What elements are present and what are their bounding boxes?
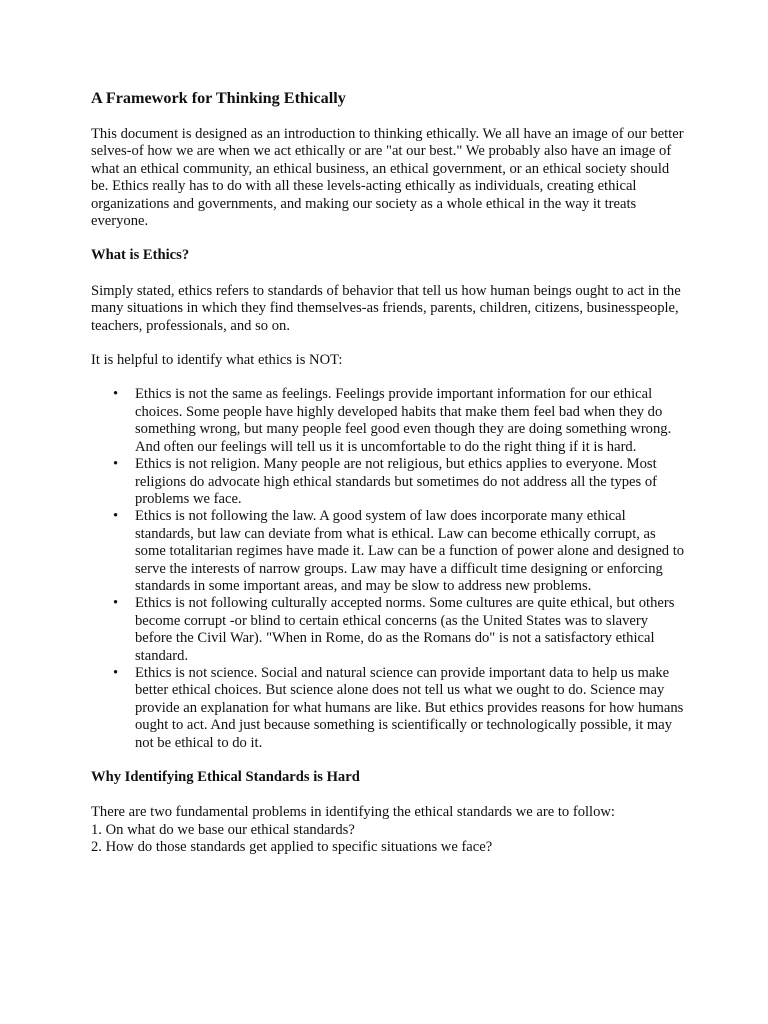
numbered-item: 1. On what do we base our ethical standards? (91, 821, 355, 838)
bullet-icon: • (113, 386, 119, 403)
list-item-text: Ethics is not following the law. A good system of law does incorporate many ethical standards, but law can deviate from what is ethical. Law can become ethically corrupt, as some totalitarian regimes have made it. Law can be a function of power alone and designed to serve the interests of narrow groups. Law may have a difficult time designing or enforcing standards in some important areas, and may be slow to address new problems. (135, 508, 685, 594)
list-item-text: Ethics is not religion. Many people are not religious, but ethics applies to everyone. Most religions do advocate high ethical standards but sometimes do not address all the types of problems we face. (135, 456, 658, 507)
list-item (91, 595, 686, 665)
numbered-item: 2. How do those standards get applied to specific situations we face? (91, 839, 493, 856)
problems-block (91, 804, 686, 856)
document-page (91, 88, 686, 857)
list-item-text: Ethics is not following culturally accepted norms. Some cultures are quite ethical, but others become corrupt -or blind to certain ethical concerns (as the United States was to slavery before the Civil War). "When in Rome, do as the Romans do" is not a satisfactory ethical standard. (135, 595, 675, 664)
list-item (91, 508, 686, 595)
list-item-text: Ethics is not science. Social and natural science can provide important data to help us make better ethical choices. But science alone does not tell us what we ought to do. Science may provide an explanation for what humans are like. But ethics provides reasons for how humans ought to act. And just because something is scientifically or technologically possible, it may not be ethical to do it. (135, 664, 684, 751)
section-heading-ethical-standards-hard: Why Identifying Ethical Standards is Hard (91, 769, 360, 785)
bullet-icon: • (113, 456, 119, 473)
section-heading-what-is-ethics: What is Ethics? (91, 247, 190, 264)
bullet-icon: • (113, 508, 119, 525)
list-item (91, 665, 686, 752)
list-item (91, 456, 686, 508)
ethics-definition-paragraph: Simply stated, ethics refers to standards of behavior that tell us how human beings ought to act in the many situations in which they find themselves-as friends, parents, children, citizens, businesspeople, teachers, professionals, and so on. (91, 282, 681, 334)
list-item (91, 386, 686, 456)
problems-intro: There are two fundamental problems in identifying the ethical standards we are to follow: (91, 804, 615, 821)
ethics-not-list (91, 386, 686, 752)
list-item-text: Ethics is not the same as feelings. Feelings provide important information for our ethical choices. Some people have highly developed habits that make them feel bad when they do something wrong, but many people feel good even though they are doing something wrong. And often our feelings will tell us it is uncomfortable to do the right thing if it is hard. (135, 386, 672, 455)
ethics-not-intro: It is helpful to identify what ethics is NOT: (91, 352, 343, 369)
bullet-icon: • (113, 595, 119, 612)
bullet-icon: • (113, 664, 119, 681)
intro-paragraph: This document is designed as an introduction to thinking ethically. We all have an image of our better selves-of how we are when we act ethically or are "at our best." We probably also have an image of what an ethical community, an ethical business, an ethical government, or an ethical society should be. Ethics really has to do with all these levels-acting ethically as individuals, creating ethical organizations and governments, and making our society as a whole ethical in the way it treats everyone. (91, 126, 684, 230)
document-title: A Framework for Thinking Ethically (91, 89, 346, 107)
